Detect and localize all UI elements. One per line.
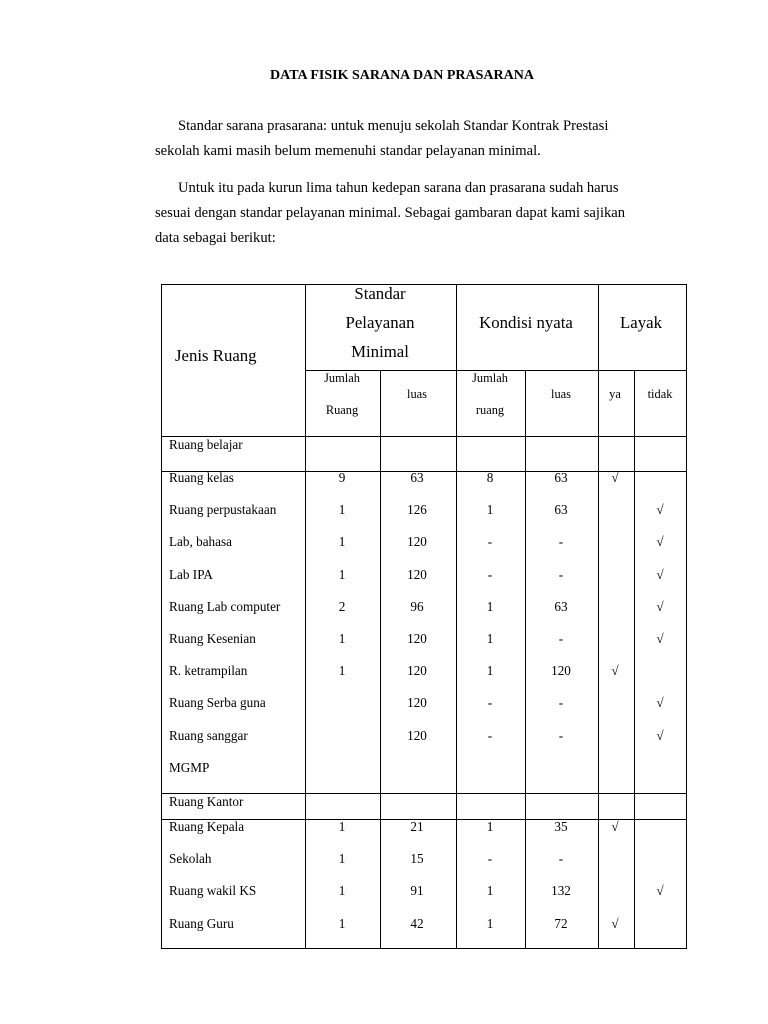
- table-cell-kondisi-jumlah: 1: [486, 883, 494, 899]
- table-cell-spm-luas: 120: [407, 695, 427, 711]
- table-cell-kondisi-jumlah: 1: [486, 819, 494, 834]
- header-jenis-ruang: Jenis Ruang: [175, 346, 257, 365]
- table-cell-name: Ruang Kesenian: [169, 631, 256, 646]
- table-cell-kondisi-luas: -: [558, 695, 564, 711]
- table-cell-tidak-check: √: [656, 534, 664, 550]
- paragraph-1-line-1: Standar sarana prasarana: untuk menuju sekolah Standar Kontrak Prestasi: [178, 118, 609, 134]
- subheader-kondisi-jumlah-2: ruang: [475, 403, 505, 417]
- document-title: DATA FISIK SARANA DAN PRASARANA: [270, 68, 534, 83]
- table-cell-kondisi-luas: -: [558, 851, 564, 867]
- table-cell-kondisi-luas: -: [558, 631, 564, 646]
- table-cell-spm-jumlah: 1: [338, 915, 346, 931]
- header-spm-line-1: Standar: [354, 284, 406, 303]
- table-cell-tidak-check: √: [656, 695, 664, 711]
- table-cell-tidak-check: √: [656, 502, 664, 518]
- paragraph-2-line-1: Untuk itu pada kurun lima tahun kedepan sarana dan prasarana sudah harus: [178, 180, 619, 196]
- table-cell-spm-jumlah: 1: [338, 534, 346, 550]
- table-cell-spm-jumlah: 1: [338, 819, 346, 834]
- table-cell-kondisi-luas: 120: [551, 663, 571, 679]
- table-cell-kondisi-jumlah: -: [487, 566, 493, 582]
- table-cell-spm-luas: 120: [407, 534, 427, 550]
- subheader-spm-jumlah-2: Ruang: [325, 403, 359, 417]
- header-spm-line-3: Minimal: [351, 342, 409, 361]
- table-cell-tidak-check: √: [656, 727, 664, 743]
- subheader-kondisi-luas: luas: [551, 387, 571, 401]
- table-cell-spm-luas: 96: [410, 598, 424, 614]
- column-divider: [380, 370, 381, 948]
- table-cell-name: R. ketrampilan: [169, 663, 248, 679]
- table-cell-spm-jumlah: 1: [338, 502, 346, 518]
- table-cell-kondisi-luas: 132: [551, 883, 571, 899]
- subheader-spm-luas: luas: [407, 387, 427, 401]
- table-cell-spm-luas: 120: [407, 631, 427, 646]
- intro-paragraph: [155, 114, 675, 164]
- table-cell-spm-luas: 120: [407, 566, 427, 582]
- table-cell-name: Ruang sanggar: [169, 727, 248, 743]
- table-cell-spm-luas: 63: [410, 470, 424, 485]
- table-cell-kondisi-jumlah: 8: [486, 470, 494, 485]
- column-divider: [305, 436, 306, 471]
- column-divider: [305, 285, 306, 436]
- row-divider: [162, 471, 686, 472]
- table-cell-name: Ruang Guru: [169, 915, 234, 931]
- table-cell-name: Ruang wakil KS: [169, 883, 257, 899]
- table-cell-kondisi-jumlah: -: [487, 534, 493, 550]
- table-cell-kondisi-jumlah: -: [487, 851, 493, 867]
- column-divider: [525, 370, 526, 948]
- table-cell-spm-luas: 15: [410, 851, 424, 867]
- header-spm-line-2: Pelayanan: [345, 313, 415, 332]
- table-cell-spm-jumlah: 1: [338, 631, 346, 646]
- header-layak: Layak: [620, 313, 662, 332]
- table-cell-tidak-check: √: [656, 631, 664, 646]
- facility-table: [161, 284, 687, 949]
- table-cell-spm-jumlah: 9: [338, 470, 346, 485]
- column-divider: [305, 793, 306, 948]
- table-cell-name: Sekolah: [169, 851, 212, 867]
- table-cell-name: Ruang Lab computer: [169, 598, 281, 614]
- group-label-ruang-belajar: Ruang belajar: [169, 437, 243, 452]
- table-cell-tidak-check: √: [656, 598, 664, 614]
- subheader-ya: ya: [609, 387, 621, 401]
- group-label-ruang-kantor: Ruang Kantor: [169, 794, 244, 809]
- table-cell-name: Ruang Serba guna: [169, 695, 266, 711]
- table-cell-kondisi-jumlah: 1: [486, 915, 494, 931]
- table-cell-kondisi-jumlah: -: [487, 727, 493, 743]
- table-cell-ya-check: √: [611, 819, 619, 834]
- table-cell-name: MGMP: [169, 759, 210, 775]
- column-divider: [634, 370, 635, 948]
- table-cell-kondisi-luas: 63: [554, 598, 568, 614]
- table-cell-kondisi-luas: 63: [554, 470, 568, 485]
- table-cell-spm-luas: 21: [410, 819, 424, 834]
- plan-paragraph: [155, 176, 675, 251]
- table-cell-spm-jumlah: 1: [338, 851, 346, 867]
- table-cell-spm-luas: 120: [407, 663, 427, 679]
- table-cell-kondisi-luas: -: [558, 566, 564, 582]
- table-cell-kondisi-luas: -: [558, 534, 564, 550]
- header-kondisi-nyata: Kondisi nyata: [479, 313, 573, 332]
- table-cell-kondisi-luas: -: [558, 727, 564, 743]
- table-cell-spm-jumlah: 1: [338, 566, 346, 582]
- subheader-kondisi-jumlah-1: Jumlah: [472, 371, 508, 385]
- table-cell-ya-check: √: [611, 915, 619, 931]
- table-cell-kondisi-luas: 35: [554, 819, 568, 834]
- table-cell-name: Ruang perpustakaan: [169, 502, 277, 518]
- paragraph-2-line-3: data sebagai berikut:: [155, 230, 276, 246]
- table-cell-spm-luas: 91: [410, 883, 424, 899]
- table-cell-name: Lab IPA: [169, 566, 213, 582]
- table-cell-name: Ruang kelas: [169, 470, 234, 485]
- table-cell-tidak-check: √: [656, 566, 664, 582]
- table-cell-kondisi-luas: 72: [554, 915, 568, 931]
- table-cell-name: Lab, bahasa: [169, 534, 232, 550]
- table-cell-kondisi-jumlah: 1: [486, 663, 494, 679]
- table-cell-kondisi-jumlah: 1: [486, 598, 494, 614]
- table-cell-spm-jumlah: 1: [338, 663, 346, 679]
- table-cell-kondisi-jumlah: -: [487, 695, 493, 711]
- table-cell-spm-jumlah: 2: [338, 598, 346, 614]
- table-cell-tidak-check: √: [656, 883, 664, 899]
- subheader-spm-jumlah-1: Jumlah: [324, 371, 360, 385]
- paragraph-2-line-2: sesuai dengan standar pelayanan minimal. Sebagai gambaran dapat kami sajikan: [155, 205, 626, 221]
- column-divider: [598, 285, 599, 948]
- column-divider: [456, 285, 457, 948]
- table-cell-kondisi-jumlah: 1: [486, 631, 494, 646]
- table-cell-spm-luas: 126: [407, 502, 427, 518]
- table-cell-name: Ruang Kepala: [169, 819, 245, 834]
- paragraph-1-line-2: sekolah kami masih belum memenuhi standar pelayanan minimal.: [155, 143, 541, 159]
- table-cell-spm-luas: 42: [410, 915, 424, 931]
- table-cell-kondisi-luas: 63: [554, 502, 568, 518]
- column-divider: [305, 471, 306, 793]
- table-cell-spm-luas: 120: [407, 727, 427, 743]
- table-cell-kondisi-jumlah: 1: [486, 502, 494, 518]
- table-cell-spm-jumlah: 1: [338, 883, 346, 899]
- table-cell-ya-check: √: [611, 470, 619, 485]
- subheader-tidak: tidak: [647, 387, 673, 401]
- table-cell-ya-check: √: [611, 663, 619, 679]
